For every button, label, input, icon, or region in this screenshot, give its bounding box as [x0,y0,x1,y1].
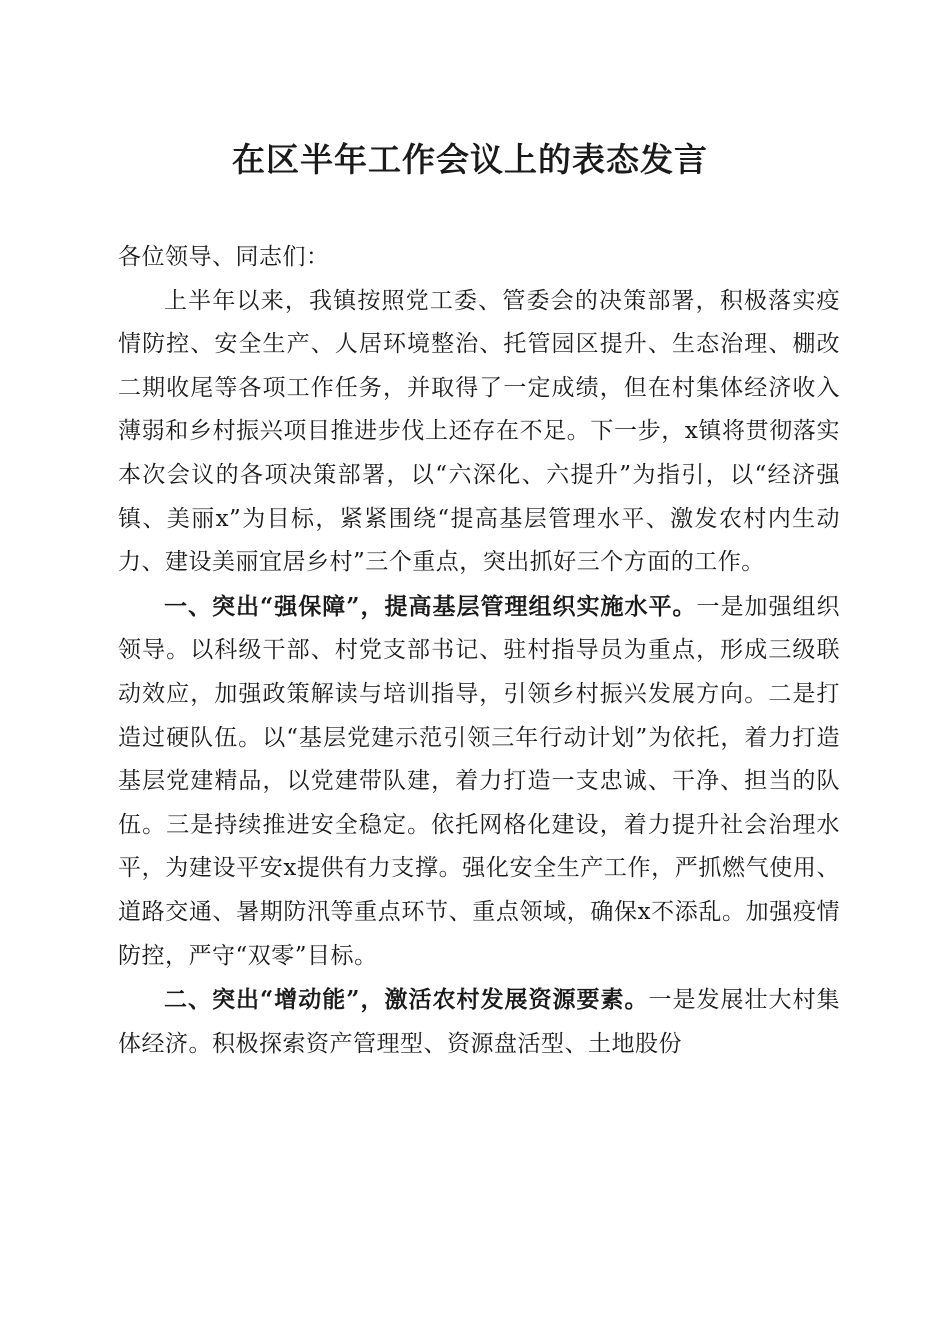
section-text-2: 一是发展壮大村集体经济。积极探索资产管理型、资源盘活型、土地股份 [118,987,840,1057]
salutation: 各位领导、同志们： [118,244,330,270]
section-heading-1: 一、突出“强保障”，提高基层管理组织实施水平。 [164,592,697,620]
document-title: 在区半年工作会议上的表态发言 [232,140,708,179]
section-paragraph-2 [118,978,840,1066]
section-text-1: 一是加强组织领导。以科级干部、村党支部书记、驻村指导员为重点，形成三级联动效应，加强政策解读与培训指导，引领乡村振兴发展方向。二是打造过硬队伍。以“基层党建示范引领三年行动计划”为依托，着力打造基层党建精品，以党建带队建，着力打造一支忠诚、干净、担当的队伍。三是持续推进安全稳定。依托网格化建设，着力提升社会治理水平，为建设平安x提供有力支撑。强化安全生产工作，严抓燃气使用、道路交通、暑期防汛等重点环节、重点领域，确保x不添乱。加强疫情防控，严守“双零”目标。 [118,593,841,969]
section-heading-2: 二、突出“增动能”，激活农村发展资源要素。 [164,986,649,1014]
document-body [118,236,840,1066]
intro-paragraph: 上半年以来，我镇按照党工委、管委会的决策部署，积极落实疫情防控、安全生产、人居环境整治、托管园区提升、生态治理、棚改二期收尾等各项工作任务，并取得了一定成绩，但在村集体经济收入薄弱和乡村振兴项目推进步伐上还存在不足。下一步，x镇将贯彻落实本次会议的各项决策部署，以“六深化、六提升”为指引，以“经济强镇、美丽x”为目标，紧紧围绕“提高基层管理水平、激发农村内生动力、建设美丽宜居乡村”三个重点，突出抓好三个方面的工作。 [118,287,840,576]
section-paragraph-1 [118,585,840,978]
